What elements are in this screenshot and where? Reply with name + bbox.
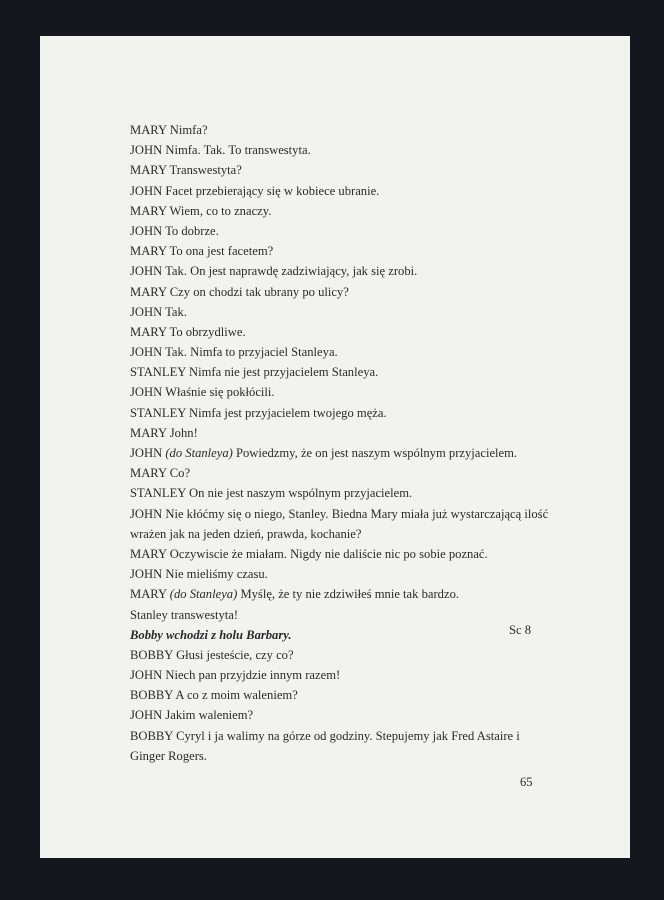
dialogue-line [130, 685, 530, 705]
parenthetical-direction: (do Stanleya) [165, 446, 233, 460]
dialogue-text: Nimfa. Tak. To transwestyta. [165, 143, 311, 158]
dialogue-text: Oczywiscie że miałam. Nigdy nie daliście nic po sobie poznać. [169, 546, 488, 561]
speaker-name: JOHN [130, 446, 163, 460]
speaker-name: JOHN [130, 345, 163, 360]
dialogue-text: Ginger Rogers. [130, 748, 207, 763]
dialogue-line [130, 705, 530, 725]
speaker-name: JOHN [130, 708, 163, 723]
dialogue-text: Stanley transwestyta! [130, 607, 239, 622]
speaker-name: MARY [130, 203, 167, 218]
dialogue-text: Głusi jesteście, czy co? [176, 647, 294, 662]
speaker-name: JOHN [130, 304, 163, 319]
dialogue-text: Tak. Nimfa to przyjaciel Stanleya. [165, 345, 338, 360]
speaker-name: JOHN [130, 223, 163, 238]
dialogue-text: Niech pan przyjdzie innym razem! [165, 668, 341, 683]
dialogue-line [130, 544, 530, 564]
speaker-name: JOHN [130, 668, 163, 683]
dialogue-text: Tak. On jest naprawdę zadziwiający, jak się zrobi. [165, 264, 418, 279]
dialogue-text: Co? [169, 466, 191, 481]
dialogue-line [130, 564, 530, 584]
speaker-name: JOHN [130, 143, 163, 158]
dialogue-text: To dobrze. [165, 223, 219, 238]
dialogue-text: On nie jest naszym wspólnym przyjacielem. [189, 486, 413, 501]
dialogue-line [130, 181, 530, 201]
speaker-name: JOHN [130, 183, 163, 198]
dialogue-text: Powiedzmy, że on jest naszym wspólnym przyjacielem. [236, 446, 518, 460]
dialogue-text: Wiem, co to znaczy. [169, 203, 272, 218]
dialogue-lines [130, 120, 549, 766]
dialogue-text: John! [169, 425, 198, 440]
dialogue-line [130, 140, 530, 160]
dialogue-line [130, 645, 530, 665]
speaker-name: JOHN [130, 385, 163, 400]
speaker-name: MARY [130, 163, 167, 178]
speaker-name: JOHN [130, 506, 163, 521]
parenthetical-direction: (do Stanleya) [169, 587, 238, 602]
dialogue-text: Myślę, że ty nie zdziwiłeś mnie tak bardzo. [240, 587, 460, 602]
script-page [40, 36, 630, 858]
dialogue-line [130, 241, 530, 261]
dialogue-line [130, 282, 530, 302]
dialogue-line [130, 302, 530, 322]
dialogue-text: Cyryl i ja walimy na górze od godziny. Stepujemy jak Fred Astaire i [176, 728, 520, 743]
dialogue-line [130, 160, 530, 180]
dialogue-line [130, 463, 530, 483]
dialogue-line [130, 524, 530, 544]
dialogue-line [130, 322, 530, 342]
dialogue-line [130, 221, 530, 241]
dialogue-line [130, 120, 530, 140]
dialogue-text: Transwestyta? [169, 163, 242, 178]
speaker-name: STANLEY [130, 365, 186, 380]
dialogue-text: Właśnie się pokłócili. [165, 385, 275, 400]
dialogue-text: Nie kłóćmy się o niego, Stanley. Biedna Mary miała już wystarczającą ilość [165, 506, 549, 521]
dialogue-line [130, 584, 530, 604]
page-number: 65 [520, 775, 533, 789]
speaker-name: JOHN [130, 567, 163, 582]
dialogue-text: Tak. [165, 304, 187, 319]
dialogue-line [130, 665, 530, 685]
dialogue-text: To obrzydliwe. [169, 324, 246, 339]
speaker-name: MARY [130, 244, 167, 259]
dialogue-text: To ona jest facetem? [169, 244, 274, 259]
dialogue-line [130, 483, 530, 503]
stage-direction [130, 625, 530, 645]
dialogue-text: Jakim waleniem? [165, 708, 254, 723]
speaker-name: MARY [130, 425, 167, 440]
dialogue-line [130, 605, 530, 625]
dialogue-line [130, 423, 530, 443]
speaker-name: MARY [130, 546, 167, 561]
dialogue-line [130, 261, 530, 281]
dialogue-line [130, 362, 530, 382]
dialogue-line [130, 504, 549, 524]
dialogue-line [130, 342, 530, 362]
dialogue-text: Nimfa nie jest przyjacielem Stanleya. [189, 365, 379, 380]
dialogue-line [130, 201, 530, 221]
speaker-name: BOBBY [130, 688, 173, 703]
speaker-name: MARY [130, 123, 167, 137]
speaker-name: BOBBY [130, 728, 173, 743]
scene-marker: Sc 8 [509, 623, 532, 637]
speaker-name: MARY [130, 587, 167, 602]
dialogue-text: wrażen jak na jeden dzień, prawda, kochanie? [130, 526, 362, 541]
dialogue-text: Nie mieliśmy czasu. [165, 567, 268, 582]
dialogue-text: Nimfa jest przyjacielem twojego męża. [189, 405, 387, 420]
speaker-name: MARY [130, 466, 167, 481]
dialogue-line [130, 746, 530, 766]
dialogue-text: Facet przebierający się w kobiece ubranie. [165, 183, 380, 198]
speaker-name: STANLEY [130, 405, 186, 420]
speaker-name: MARY [130, 324, 167, 339]
speaker-name: MARY [130, 284, 167, 299]
speaker-name: JOHN [130, 264, 163, 279]
dialogue-text: A co z moim waleniem? [175, 688, 298, 703]
dialogue-text: Nimfa? [169, 123, 208, 137]
dialogue-text: Czy on chodzi tak ubrany po ulicy? [169, 284, 349, 299]
dialogue-line [130, 382, 530, 402]
dialogue-line [130, 443, 530, 463]
speaker-name: BOBBY [130, 647, 173, 662]
dialogue-line [130, 403, 530, 423]
speaker-name: STANLEY [130, 486, 186, 501]
stage-direction-text: Bobby wchodzi z holu Barbary. [130, 627, 292, 642]
dialogue-line [130, 726, 530, 746]
